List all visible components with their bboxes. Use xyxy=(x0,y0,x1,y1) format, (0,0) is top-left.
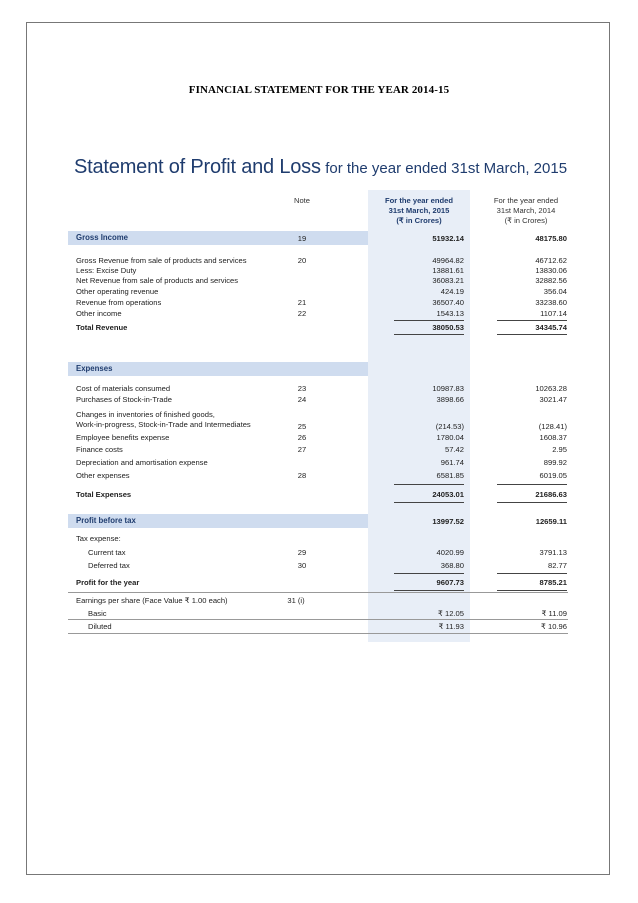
deferred-tax-note: 30 xyxy=(297,561,307,570)
profit-for-year-label: Profit for the year xyxy=(76,578,140,587)
expense-row-label: Employee benefits expense xyxy=(76,433,170,442)
gross-income-label: Gross Income xyxy=(76,233,128,242)
expense-row-previous: 1608.37 xyxy=(539,433,567,442)
total-rule-current xyxy=(394,334,464,335)
revenue-row-label: Other operating revenue xyxy=(76,287,159,296)
eps-note: 31 (i) xyxy=(287,596,305,605)
statement-heading-sub: for the year ended 31st March, 2015 xyxy=(325,160,568,177)
subtotal-rule-current xyxy=(394,484,464,485)
current-tax-note: 29 xyxy=(297,548,307,557)
eps-diluted-previous: ₹ 10.96 xyxy=(541,622,567,631)
eps-diluted-current: ₹ 11.93 xyxy=(438,622,464,631)
row-divider xyxy=(68,619,568,620)
revenue-row-label: Net Revenue from sale of products and services xyxy=(76,276,239,285)
eps-diluted-label: Diluted xyxy=(88,622,112,631)
total-rule-previous xyxy=(497,502,567,503)
current-year-header-line-1: For the year ended xyxy=(385,196,453,205)
expense-row-note: 24 xyxy=(297,395,307,404)
expense-row-note: 25 xyxy=(297,422,307,431)
expense-row-note: 26 xyxy=(297,433,307,442)
profit-before-tax-current: 13997.52 xyxy=(432,517,464,526)
subtotal-rule-current xyxy=(394,320,464,321)
expense-row-previous: 6019.05 xyxy=(539,471,567,480)
revenue-row-current: 1543.13 xyxy=(436,309,464,318)
revenue-row-previous: 46712.62 xyxy=(535,256,567,265)
total-revenue-label: Total Revenue xyxy=(76,323,128,332)
revenue-row-previous: 32882.56 xyxy=(535,276,567,285)
previous-year-header-line-1: For the year ended xyxy=(493,196,559,205)
expense-row-label: Purchases of Stock-in-Trade xyxy=(76,395,172,404)
previous-year-header-line-2: 31st March, 2014 xyxy=(496,206,556,215)
current-year-header-line-3: (₹ in Crores) xyxy=(396,216,442,225)
expense-row-label: Finance costs xyxy=(76,445,123,454)
current-tax-current: 4020.99 xyxy=(436,548,464,557)
expense-row-note: 28 xyxy=(297,471,307,480)
expense-row-current: 3898.66 xyxy=(436,395,464,404)
revenue-row-current: 49964.82 xyxy=(432,256,464,265)
total-rule-previous xyxy=(497,334,567,335)
deferred-tax-previous: 82.77 xyxy=(547,561,567,570)
expense-row-current: 10987.83 xyxy=(432,384,464,393)
revenue-row-previous: 13830.06 xyxy=(535,266,567,275)
revenue-row-note: 21 xyxy=(297,298,307,307)
expense-row-previous: 3021.47 xyxy=(539,395,567,404)
total-revenue-current: 38050.53 xyxy=(432,323,464,332)
previous-year-header-line-3: (₹ in Crores) xyxy=(504,216,548,225)
expenses-header: Expenses xyxy=(76,364,113,373)
expense-row-label: Changes in inventories of finished goods, xyxy=(76,410,215,419)
tax-expense-label: Tax expense: xyxy=(76,534,121,543)
gross-income-note: 19 xyxy=(297,234,307,243)
revenue-row-previous: 33238.60 xyxy=(535,298,567,307)
statement-heading xyxy=(74,156,567,179)
expense-row-current: 6581.85 xyxy=(436,471,464,480)
total-rule-current xyxy=(394,502,464,503)
total-expenses-label: Total Expenses xyxy=(76,490,132,499)
gross-income-previous: 48175.80 xyxy=(535,234,567,243)
revenue-row-note: 22 xyxy=(297,309,307,318)
expense-row-note: 27 xyxy=(297,445,307,454)
revenue-row-current: 36083.21 xyxy=(432,276,464,285)
total-rule-previous xyxy=(497,590,567,591)
eps-label: Earnings per share (Face Value ₹ 1.00 each) xyxy=(76,596,228,605)
note-column-header: Note xyxy=(293,196,311,205)
gross-income-current: 51932.14 xyxy=(432,234,464,243)
eps-basic-current: ₹ 12.05 xyxy=(438,609,464,618)
expense-row-note: 23 xyxy=(297,384,307,393)
total-expenses-current: 24053.01 xyxy=(432,490,464,499)
expense-row-current: (214.53) xyxy=(435,422,464,431)
expense-row-label: Work-in-progress, Stock-in-Trade and Intermediates xyxy=(76,420,251,429)
expense-row-label: Depreciation and amortisation expense xyxy=(76,458,208,467)
profit-before-tax-label: Profit before tax xyxy=(76,516,136,525)
expense-row-current: 57.42 xyxy=(444,445,464,454)
eps-basic-previous: ₹ 11.09 xyxy=(541,609,567,618)
revenue-row-label: Gross Revenue from sale of products and services xyxy=(76,256,247,265)
deferred-tax-current: 368.80 xyxy=(440,561,464,570)
revenue-row-label: Other income xyxy=(76,309,122,318)
revenue-row-current: 36507.40 xyxy=(432,298,464,307)
expense-row-previous: (128.41) xyxy=(538,422,567,431)
expense-row-previous: 10263.28 xyxy=(535,384,567,393)
total-rule-current xyxy=(394,590,464,591)
total-expenses-previous: 21686.63 xyxy=(535,490,567,499)
expense-row-label: Cost of materials consumed xyxy=(76,384,171,393)
revenue-row-note: 20 xyxy=(297,256,307,265)
subtotal-rule-previous xyxy=(497,484,567,485)
eps-basic-label: Basic xyxy=(88,609,107,618)
current-tax-label: Current tax xyxy=(88,548,126,557)
expense-row-current: 1780.04 xyxy=(436,433,464,442)
revenue-row-current: 424.19 xyxy=(440,287,464,296)
subtotal-rule-current xyxy=(394,573,464,574)
expense-row-previous: 2.95 xyxy=(552,445,567,454)
expense-row-previous: 899.92 xyxy=(543,458,567,467)
revenue-row-previous: 356.04 xyxy=(543,287,567,296)
document-title: FINANCIAL STATEMENT FOR THE YEAR 2014-15 xyxy=(188,84,450,96)
subtotal-rule-previous xyxy=(497,573,567,574)
revenue-row-label: Revenue from operations xyxy=(76,298,162,307)
profit-before-tax-previous: 12659.11 xyxy=(535,517,567,526)
section-divider xyxy=(68,592,568,593)
current-year-header-line-2: 31st March, 2015 xyxy=(388,206,450,215)
current-tax-previous: 3791.13 xyxy=(539,548,567,557)
expense-row-label: Other expenses xyxy=(76,471,130,480)
row-divider xyxy=(68,633,568,634)
expenses-band xyxy=(68,362,368,376)
subtotal-rule-previous xyxy=(497,320,567,321)
revenue-row-current: 13881.61 xyxy=(432,266,464,275)
revenue-row-label: Less: Excise Duty xyxy=(76,266,137,275)
profit-for-year-previous: 8785.21 xyxy=(539,578,567,587)
revenue-row-previous: 1107.14 xyxy=(540,309,567,318)
deferred-tax-label: Deferred tax xyxy=(88,561,130,570)
profit-for-year-current: 9607.73 xyxy=(436,578,464,587)
statement-heading-main: Statement of Profit and Loss xyxy=(74,156,321,178)
total-revenue-previous: 34345.74 xyxy=(535,323,567,332)
expense-row-current: 961.74 xyxy=(440,458,464,467)
